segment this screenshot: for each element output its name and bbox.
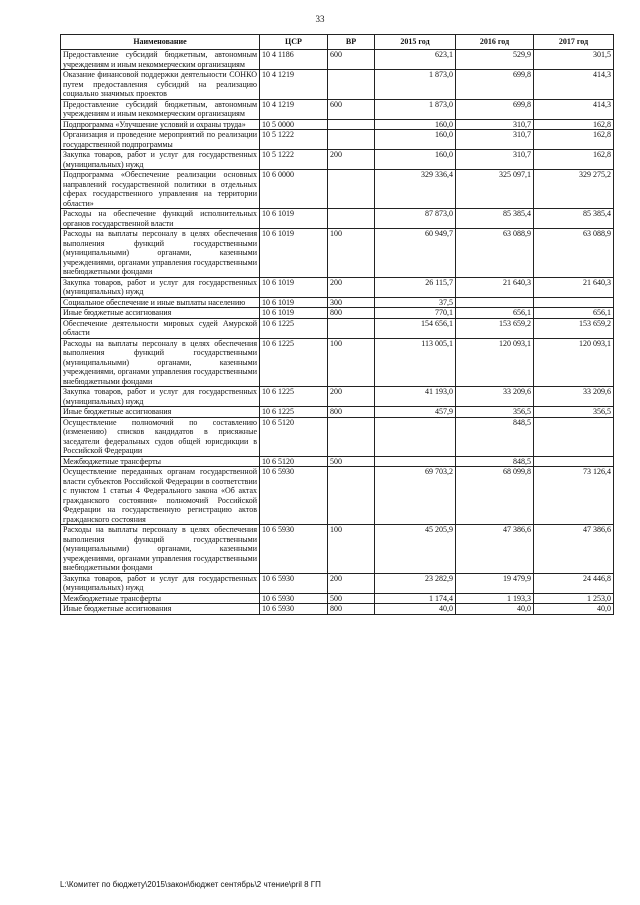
- row-name: Предоставление субсидий бюджетным, автономным учреждениям и иным некоммерческим организациям: [61, 99, 260, 119]
- row-2017: 120 093,1: [534, 338, 614, 387]
- table-row: [61, 70, 614, 100]
- row-2017: 73 126,4: [534, 467, 614, 525]
- row-name: Оказание финансовой поддержки деятельности СОНКО путем предоставления субсидий на реализацию социально значимых проектов: [61, 70, 260, 100]
- row-csr: 10 4 1219: [260, 99, 328, 119]
- table-row: [61, 170, 614, 209]
- row-name: Расходы на выплаты персоналу в целях обеспечения выполнения функций государственными (муниципальными) органами, казенными учреждениями, органами управления государственными внебюджетными фондами: [61, 338, 260, 387]
- row-2016: 63 088,9: [456, 229, 534, 278]
- row-name: Закупка товаров, работ и услуг для государственных (муниципальных) нужд: [61, 277, 260, 297]
- row-name: Подпрограмма «Улучшение условий и охраны труда»: [61, 119, 260, 130]
- row-2015: 1 873,0: [375, 99, 456, 119]
- row-2016: 699,8: [456, 70, 534, 100]
- row-2016: 47 386,6: [456, 525, 534, 574]
- row-csr: 10 6 5930: [260, 467, 328, 525]
- row-2015: 40,0: [375, 604, 456, 615]
- row-2015: 154 656,1: [375, 318, 456, 338]
- budget-table: [60, 34, 614, 615]
- row-name: Организация и проведение мероприятий по реализации государственной подпрограммы: [61, 130, 260, 150]
- row-csr: 10 5 1222: [260, 130, 328, 150]
- row-2015: 160,0: [375, 150, 456, 170]
- row-2017: 24 446,8: [534, 573, 614, 593]
- row-csr: 10 6 1019: [260, 209, 328, 229]
- row-vr: 300: [328, 297, 375, 308]
- table-row: [61, 593, 614, 604]
- row-name: Иные бюджетные ассигнования: [61, 604, 260, 615]
- row-name: Межбюджетные трансферты: [61, 593, 260, 604]
- table-row: [61, 573, 614, 593]
- row-2017: 47 386,6: [534, 525, 614, 574]
- table-row: [61, 297, 614, 308]
- row-2017: 329 275,2: [534, 170, 614, 209]
- row-2016: 848,5: [456, 417, 534, 456]
- row-vr: [328, 417, 375, 456]
- row-2017: [534, 297, 614, 308]
- row-2015: 45 205,9: [375, 525, 456, 574]
- row-2016: 325 097,1: [456, 170, 534, 209]
- row-name: Закупка товаров, работ и услуг для государственных (муниципальных) нужд: [61, 150, 260, 170]
- table-row: [61, 338, 614, 387]
- row-2016: 356,5: [456, 407, 534, 418]
- row-2017: 162,8: [534, 130, 614, 150]
- header-row: [61, 35, 614, 50]
- row-vr: 100: [328, 525, 375, 574]
- row-2016: 699,8: [456, 99, 534, 119]
- row-vr: 200: [328, 150, 375, 170]
- header-2015: 2015 год: [375, 35, 456, 50]
- row-csr: 10 6 1225: [260, 387, 328, 407]
- row-name: Закупка товаров, работ и услуг для государственных (муниципальных) нужд: [61, 387, 260, 407]
- header-vr: ВР: [328, 35, 375, 50]
- table-row: [61, 456, 614, 467]
- row-2015: 770,1: [375, 308, 456, 319]
- row-csr: 10 6 0000: [260, 170, 328, 209]
- row-2015: 23 282,9: [375, 573, 456, 593]
- row-2016: 848,5: [456, 456, 534, 467]
- row-vr: 200: [328, 387, 375, 407]
- row-2015: 69 703,2: [375, 467, 456, 525]
- row-vr: [328, 467, 375, 525]
- row-csr: 10 6 1225: [260, 338, 328, 387]
- table-row: [61, 150, 614, 170]
- row-vr: [328, 318, 375, 338]
- page-number: 33: [315, 14, 325, 24]
- row-2017: 414,3: [534, 99, 614, 119]
- row-csr: 10 6 1225: [260, 407, 328, 418]
- row-2015: 623,1: [375, 50, 456, 70]
- row-2015: 113 005,1: [375, 338, 456, 387]
- row-csr: 10 6 5930: [260, 573, 328, 593]
- row-2017: 153 659,2: [534, 318, 614, 338]
- table-row: [61, 387, 614, 407]
- row-csr: 10 6 5120: [260, 417, 328, 456]
- row-csr: 10 4 1219: [260, 70, 328, 100]
- row-vr: 800: [328, 407, 375, 418]
- row-2015: [375, 417, 456, 456]
- row-csr: 10 6 5930: [260, 604, 328, 615]
- row-2015: 37,5: [375, 297, 456, 308]
- row-2017: 33 209,6: [534, 387, 614, 407]
- row-csr: 10 6 1019: [260, 308, 328, 319]
- table-row: [61, 604, 614, 615]
- row-name: Подпрограмма «Обеспечение реализации основных направлений государственной политики в отдельных сферах государственного управления на территории области»: [61, 170, 260, 209]
- row-vr: [328, 170, 375, 209]
- row-vr: 600: [328, 50, 375, 70]
- row-2015: 1 174,4: [375, 593, 456, 604]
- row-vr: 600: [328, 99, 375, 119]
- row-vr: 500: [328, 593, 375, 604]
- row-2017: 162,8: [534, 150, 614, 170]
- table-row: [61, 467, 614, 525]
- row-2017: 301,5: [534, 50, 614, 70]
- row-2016: 21 640,3: [456, 277, 534, 297]
- row-2017: 40,0: [534, 604, 614, 615]
- header-2017: 2017 год: [534, 35, 614, 50]
- table-row: [61, 407, 614, 418]
- row-vr: 100: [328, 229, 375, 278]
- row-name: Закупка товаров, работ и услуг для государственных (муниципальных) нужд: [61, 573, 260, 593]
- row-vr: 200: [328, 573, 375, 593]
- row-2017: 356,5: [534, 407, 614, 418]
- table-row: [61, 119, 614, 130]
- table-row: [61, 318, 614, 338]
- row-vr: 200: [328, 277, 375, 297]
- table-row: [61, 229, 614, 278]
- table-row: [61, 50, 614, 70]
- table-body: [61, 50, 614, 615]
- row-name: Иные бюджетные ассигнования: [61, 308, 260, 319]
- row-csr: 10 6 5930: [260, 593, 328, 604]
- row-csr: 10 6 1019: [260, 297, 328, 308]
- row-2017: 162,8: [534, 119, 614, 130]
- row-csr: 10 6 1019: [260, 229, 328, 278]
- row-name: Обеспечение деятельности мировых судей Амурской области: [61, 318, 260, 338]
- row-2016: 1 193,3: [456, 593, 534, 604]
- row-2017: [534, 417, 614, 456]
- row-name: Расходы на обеспечение функций исполнительных органов государственной власти: [61, 209, 260, 229]
- row-2017: 1 253,0: [534, 593, 614, 604]
- row-name: Осуществление переданных органам государственной власти субъектов Российской Федерации в соответствии с пунктом 1 статьи 4 Федерального закона «Об актах гражданского состояния» полномочий Российской Федерации на государственную регистрацию актов гражданского состояния: [61, 467, 260, 525]
- row-2016: 310,7: [456, 130, 534, 150]
- table-row: [61, 209, 614, 229]
- row-csr: 10 4 1186: [260, 50, 328, 70]
- row-2016: 310,7: [456, 150, 534, 170]
- row-csr: 10 6 5930: [260, 525, 328, 574]
- row-2016: 19 479,9: [456, 573, 534, 593]
- row-2016: 529,9: [456, 50, 534, 70]
- row-2016: 68 099,8: [456, 467, 534, 525]
- row-csr: 10 5 0000: [260, 119, 328, 130]
- row-name: Расходы на выплаты персоналу в целях обеспечения выполнения функций государственными (муниципальными) органами, казенными учреждениями, органами управления государственными внебюджетными фондами: [61, 229, 260, 278]
- row-2016: 85 385,4: [456, 209, 534, 229]
- row-2017: 414,3: [534, 70, 614, 100]
- footer-file-path: L:\Комитет по бюджету\2015\закон\бюджет сентябрь\2 чтение\pril 8 ГП: [60, 880, 321, 889]
- row-2015: 26 115,7: [375, 277, 456, 297]
- table-row: [61, 130, 614, 150]
- header-name: Наименование: [61, 35, 260, 50]
- row-name: Осуществление полномочий по составлению (изменению) списков кандидатов в присяжные заседатели федеральных судов общей юрисдикции в Российской Федерации: [61, 417, 260, 456]
- row-2016: 40,0: [456, 604, 534, 615]
- row-name: Социальное обеспечение и иные выплаты населению: [61, 297, 260, 308]
- row-vr: [328, 119, 375, 130]
- table-row: [61, 277, 614, 297]
- row-name: Иные бюджетные ассигнования: [61, 407, 260, 418]
- row-2015: 41 193,0: [375, 387, 456, 407]
- row-vr: 800: [328, 308, 375, 319]
- row-name: Предоставление субсидий бюджетным, автономным учреждениям и иным некоммерческим организациям: [61, 50, 260, 70]
- row-2016: 33 209,6: [456, 387, 534, 407]
- row-vr: [328, 70, 375, 100]
- row-vr: 500: [328, 456, 375, 467]
- row-2017: 63 088,9: [534, 229, 614, 278]
- row-2017: 85 385,4: [534, 209, 614, 229]
- row-csr: 10 6 1225: [260, 318, 328, 338]
- row-vr: 100: [328, 338, 375, 387]
- row-vr: [328, 209, 375, 229]
- row-vr: 800: [328, 604, 375, 615]
- row-2015: 87 873,0: [375, 209, 456, 229]
- row-name: Межбюджетные трансферты: [61, 456, 260, 467]
- row-2015: 329 336,4: [375, 170, 456, 209]
- header-csr: ЦСР: [260, 35, 328, 50]
- row-csr: 10 6 1019: [260, 277, 328, 297]
- row-2015: 457,9: [375, 407, 456, 418]
- row-2015: 1 873,0: [375, 70, 456, 100]
- row-2016: [456, 297, 534, 308]
- row-2016: 656,1: [456, 308, 534, 319]
- table-row: [61, 99, 614, 119]
- row-2016: 310,7: [456, 119, 534, 130]
- row-2016: 120 093,1: [456, 338, 534, 387]
- row-2017: [534, 456, 614, 467]
- table-row: [61, 525, 614, 574]
- table-header: [61, 35, 614, 50]
- row-2016: 153 659,2: [456, 318, 534, 338]
- row-2017: 21 640,3: [534, 277, 614, 297]
- row-csr: 10 5 1222: [260, 150, 328, 170]
- row-2017: 656,1: [534, 308, 614, 319]
- table-row: [61, 308, 614, 319]
- row-csr: 10 6 5120: [260, 456, 328, 467]
- row-vr: [328, 130, 375, 150]
- header-2016: 2016 год: [456, 35, 534, 50]
- row-2015: 60 949,7: [375, 229, 456, 278]
- row-2015: 160,0: [375, 130, 456, 150]
- row-2015: 160,0: [375, 119, 456, 130]
- table-row: [61, 417, 614, 456]
- row-2015: [375, 456, 456, 467]
- row-name: Расходы на выплаты персоналу в целях обеспечения выполнения функций государственными (муниципальными) органами, казенными учреждениями, органами управления государственными внебюджетными фондами: [61, 525, 260, 574]
